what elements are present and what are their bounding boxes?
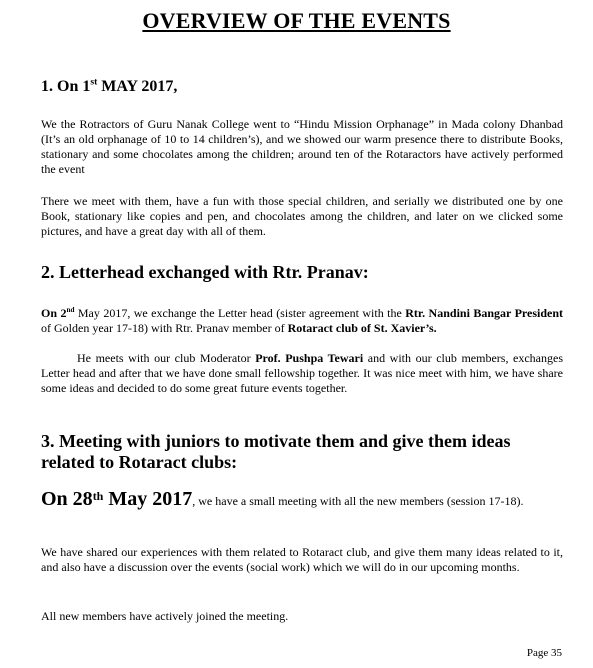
page-number: Page 35 (526, 647, 562, 659)
section-2-bold-3: Prof. Pushpa Tewari (255, 351, 364, 365)
section-3-on: On 28 (41, 488, 93, 510)
section-3-text-1: , we have a small meeting with all the new members (session 17-18). (192, 494, 524, 508)
section-1-heading (41, 78, 177, 96)
section-2-bold-2: Rotaract club of St. Xavier’s. (287, 321, 437, 335)
section-2-text-2: of Golden year 17-18) with Rtr. Pranav member of (41, 321, 288, 335)
section-3-sup: th (92, 489, 104, 503)
section-1-heading-rest: MAY 2017, (97, 78, 178, 95)
section-2-text-4: and with our club members, exchanges Letter head and after that we have done small fellowship together. It was nice meet with him, we have share some ideas and decided to do some great future events together. (41, 351, 564, 395)
page-title: OVERVIEW OF THE EVENTS (142, 8, 451, 33)
section-2-on: On 2 (41, 306, 67, 320)
section-2-sup: nd (66, 306, 75, 314)
section-2-paragraph-1 (41, 306, 563, 336)
section-2-bold-1: Rtr. Nandini Bangar President (405, 306, 564, 320)
section-3-date: May 2017 (103, 488, 193, 510)
section-2-heading: 2. Letterhead exchanged with Rtr. Pranav: (41, 262, 369, 282)
section-3-paragraph-2: We have shared our experiences with them related to Rotaract club, and give them many ideas related to it, and also have a discussion over the events (social work) which we will do in our upcoming months. (41, 545, 563, 574)
section-1-paragraph-1: We the Rotractors of Guru Nanak College went to “Hindu Mission Orphanage” in Mada colony Dhanbad (It’s an old orphanage of 10 to 14 children’s), and we showed our warm presence there to distribute Books, stationary and some chocolates among the children; around ten of the Rotaractors have actively performed the event (41, 117, 563, 176)
section-1-heading-num: 1. On 1 (41, 78, 91, 95)
section-3-paragraph-3: All new members have actively joined the meeting. (41, 609, 289, 623)
section-2-text-1: May 2017, we exchange the Letter head (sister agreement with the (74, 306, 406, 320)
section-2-paragraph-2 (41, 351, 563, 396)
section-3-paragraph-1 (41, 489, 563, 511)
section-2-text-3: He meets with our club Moderator (77, 351, 256, 365)
section-1-paragraph-2: There we meet with them, have a fun with those special children, and serially we distributed one by one Book, stationary like copies and pen, and chocolates among the children, and later on we clicked some pictures, and have a great day with all of them. (41, 194, 563, 238)
section-3-heading: 3. Meeting with juniors to motivate them and give them ideas related to Rotaract clubs: (41, 431, 511, 472)
section-1-heading-sup: st (90, 76, 98, 88)
